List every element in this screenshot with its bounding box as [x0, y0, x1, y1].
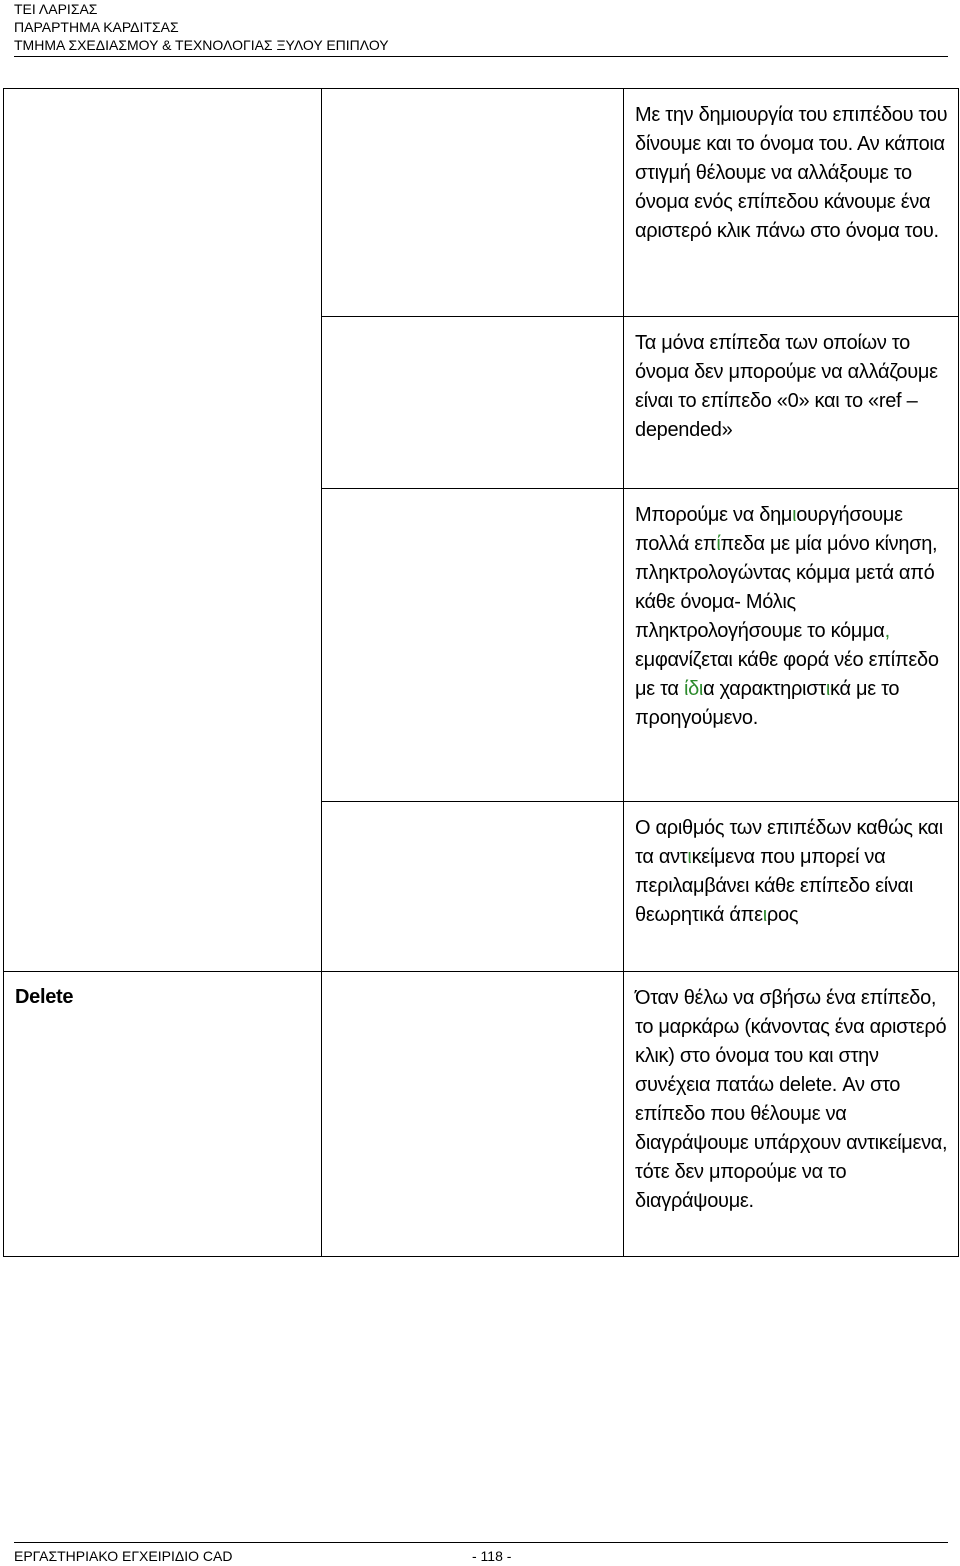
table-row — [4, 89, 959, 317]
image-cell — [322, 317, 624, 489]
rename-layer-text: Με την δημιουργία του επιπέδου του δίνουμε και το όνομα του. Αν κάποια στιγμή θέλουμε να αλλάξουμε το όνομα ενός επίπεδου κάνουμε ένα αριστερό κλικ πάνω στο όνομα του. — [635, 104, 948, 242]
multiple-layers-text: Μπορούμε να δημιουργήσουμε πολλά επίπεδα με μία μόνο κίνηση, πληκτρολογώντας κόμμα μετά από κάθε όνομα- Μόλις πληκτρολογήσουμε το κόμμα, εμφανίζεται κάθε φορά νέο επίπεδο με τα ίδια χαρακτηριστικά με το προηγούμενο. — [635, 504, 939, 729]
fixed-names-text: Τα μόνα επίπεδα των οποίων το όνομα δεν μπορούμε να αλλάζουμε είναι το επίπεδο «0» και το «ref – depended» — [635, 332, 938, 441]
description-cell — [624, 802, 959, 972]
header-branch: ΠΑΡΑΡΤΗΜΑ ΚΑΡΔΙΤΣΑΣ — [14, 19, 179, 35]
layer-count-text: Ο αριθμός των επιπέδων καθώς και τα αντικείμενα που μπορεί να περιλαμβάνει κάθε επίπεδο είναι θεωρητικά άπειρος — [635, 817, 943, 926]
page-footer — [14, 1542, 948, 1564]
table-row — [4, 972, 959, 1257]
delete-layer-text: Όταν θέλω να σβήσω ένα επίπεδο, το μαρκάρω (κάνοντας ένα αριστερό κλικ) στο όνομα του και στην συνέχεια πατάω delete. Αν στο επίπεδο που θέλουμε να διαγράψουμε υπάρχουν αντικείμενα, τότε δεν μπορούμε να το διαγράψουμε. — [635, 987, 948, 1212]
header-institution: ΤΕΙ ΛΑΡΙΣΑΣ — [14, 1, 98, 17]
description-cell — [624, 89, 959, 317]
image-cell — [322, 489, 624, 802]
page-header — [14, 0, 948, 57]
header-department: ΤΜΗΜΑ ΣΧΕΔΙΑΣΜΟΥ & ΤΕΧΝΟΛΟΓΙΑΣ ΞΥΛΟΥ ΕΠΙΠΛΟΥ — [14, 37, 389, 53]
image-cell — [322, 89, 624, 317]
delete-command-label: Delete — [15, 986, 74, 1008]
image-cell — [322, 802, 624, 972]
command-cell — [4, 972, 322, 1257]
image-cell — [322, 972, 624, 1257]
page-number: - 118 - — [472, 1548, 512, 1564]
description-cell — [624, 317, 959, 489]
footer-title: ΕΡΓΑΣΤΗΡΙΑΚΟ ΕΓΧΕΙΡΙΔΙΟ CAD — [14, 1548, 233, 1564]
commands-table — [3, 88, 959, 1257]
command-cell — [4, 89, 322, 972]
description-cell — [624, 972, 959, 1257]
description-cell — [624, 489, 959, 802]
